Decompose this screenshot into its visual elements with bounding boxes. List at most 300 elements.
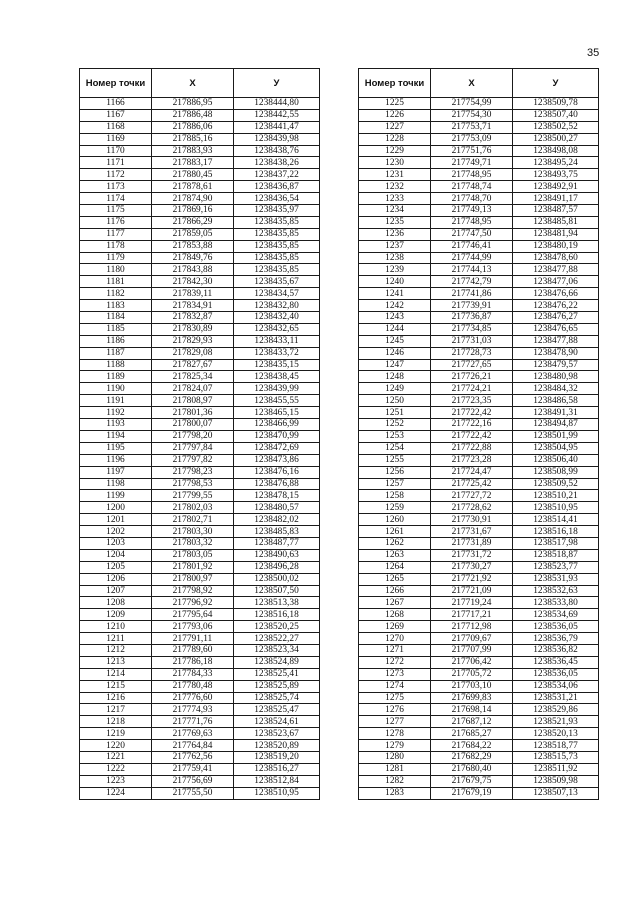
- x-coordinate-cell: 217726,21: [431, 371, 513, 383]
- y-coordinate-cell: 1238480,57: [234, 502, 320, 514]
- table-header-row: [359, 69, 599, 98]
- y-coordinate-cell: 1238498,08: [513, 145, 599, 157]
- point-number-cell: 1270: [359, 633, 431, 645]
- point-number-cell: 1208: [80, 597, 152, 609]
- point-number-cell: 1283: [359, 787, 431, 799]
- x-coordinate-cell: 217797,82: [152, 454, 234, 466]
- y-coordinate-cell: 1238435,85: [234, 240, 320, 252]
- table-row: [80, 454, 320, 466]
- point-number-cell: 1264: [359, 561, 431, 573]
- point-number-cell: 1225: [359, 98, 431, 110]
- x-coordinate-cell: 217762,56: [152, 751, 234, 763]
- table-row: [80, 787, 320, 799]
- table-row: [359, 145, 599, 157]
- point-number-cell: 1179: [80, 252, 152, 264]
- y-coordinate-cell: 1238531,93: [513, 573, 599, 585]
- table-row: [80, 157, 320, 169]
- point-number-cell: 1174: [80, 193, 152, 205]
- table-row: [359, 133, 599, 145]
- table-row: [80, 371, 320, 383]
- x-coordinate-cell: 217849,76: [152, 252, 234, 264]
- y-coordinate-cell: 1238479,57: [513, 359, 599, 371]
- table-row: [80, 537, 320, 549]
- y-coordinate-cell: 1238466,99: [234, 419, 320, 431]
- x-coordinate-cell: 217744,99: [431, 252, 513, 264]
- table-row: [359, 300, 599, 312]
- point-number-cell: 1219: [80, 728, 152, 740]
- point-number-cell: 1259: [359, 502, 431, 514]
- table-row: [359, 264, 599, 276]
- y-coordinate-cell: 1238438,45: [234, 371, 320, 383]
- y-coordinate-cell: 1238438,76: [234, 145, 320, 157]
- y-coordinate-cell: 1238435,85: [234, 252, 320, 264]
- table-header-row: [80, 69, 320, 98]
- x-coordinate-cell: 217734,85: [431, 323, 513, 335]
- point-number-cell: 1207: [80, 585, 152, 597]
- point-number-cell: 1241: [359, 288, 431, 300]
- point-number-cell: 1176: [80, 216, 152, 228]
- point-number-cell: 1189: [80, 371, 152, 383]
- x-coordinate-cell: 217707,99: [431, 644, 513, 656]
- point-number-cell: 1258: [359, 490, 431, 502]
- y-coordinate-cell: 1238436,54: [234, 193, 320, 205]
- table-row: [80, 347, 320, 359]
- y-coordinate-cell: 1238442,55: [234, 109, 320, 121]
- x-coordinate-cell: 217803,05: [152, 549, 234, 561]
- table-row: [80, 573, 320, 585]
- point-number-cell: 1183: [80, 300, 152, 312]
- x-coordinate-cell: 217731,72: [431, 549, 513, 561]
- y-coordinate-cell: 1238435,15: [234, 359, 320, 371]
- y-coordinate-cell: 1238512,84: [234, 775, 320, 787]
- x-coordinate-cell: 217747,50: [431, 228, 513, 240]
- y-coordinate-cell: 1238485,83: [234, 526, 320, 538]
- y-coordinate-cell: 1238487,77: [234, 537, 320, 549]
- y-coordinate-cell: 1238439,98: [234, 133, 320, 145]
- page-number: 35: [587, 47, 600, 59]
- point-number-cell: 1199: [80, 490, 152, 502]
- y-coordinate-cell: 1238508,99: [513, 466, 599, 478]
- x-coordinate-cell: 217722,16: [431, 419, 513, 431]
- point-number-cell: 1273: [359, 668, 431, 680]
- x-coordinate-cell: 217798,23: [152, 466, 234, 478]
- header-x: X: [431, 69, 513, 98]
- x-coordinate-cell: 217795,64: [152, 609, 234, 621]
- y-coordinate-cell: 1238504,95: [513, 442, 599, 454]
- y-coordinate-cell: 1238487,57: [513, 205, 599, 217]
- point-number-cell: 1235: [359, 216, 431, 228]
- table-row: [80, 526, 320, 538]
- x-coordinate-cell: 217748,95: [431, 216, 513, 228]
- y-coordinate-cell: 1238472,69: [234, 442, 320, 454]
- point-number-cell: 1168: [80, 121, 152, 133]
- table-row: [359, 585, 599, 597]
- point-number-cell: 1239: [359, 264, 431, 276]
- y-coordinate-cell: 1238432,80: [234, 300, 320, 312]
- y-coordinate-cell: 1238492,91: [513, 181, 599, 193]
- point-number-cell: 1257: [359, 478, 431, 490]
- table-row: [80, 644, 320, 656]
- x-coordinate-cell: 217832,87: [152, 312, 234, 324]
- table-row: [80, 597, 320, 609]
- x-coordinate-cell: 217853,88: [152, 240, 234, 252]
- y-coordinate-cell: 1238515,73: [513, 751, 599, 763]
- table-row: [359, 775, 599, 787]
- point-number-cell: 1184: [80, 312, 152, 324]
- point-number-cell: 1228: [359, 133, 431, 145]
- x-coordinate-cell: 217769,63: [152, 728, 234, 740]
- x-coordinate-cell: 217687,12: [431, 716, 513, 728]
- y-coordinate-cell: 1238496,28: [234, 561, 320, 573]
- x-coordinate-cell: 217741,86: [431, 288, 513, 300]
- y-coordinate-cell: 1238523,67: [234, 728, 320, 740]
- x-coordinate-cell: 217753,71: [431, 121, 513, 133]
- point-number-cell: 1195: [80, 442, 152, 454]
- y-coordinate-cell: 1238476,66: [513, 288, 599, 300]
- y-coordinate-cell: 1238510,95: [513, 502, 599, 514]
- point-number-cell: 1216: [80, 692, 152, 704]
- x-coordinate-cell: 217793,06: [152, 621, 234, 633]
- x-coordinate-cell: 217699,83: [431, 692, 513, 704]
- table-row: [80, 133, 320, 145]
- point-number-cell: 1204: [80, 549, 152, 561]
- point-number-cell: 1187: [80, 347, 152, 359]
- point-number-cell: 1250: [359, 395, 431, 407]
- point-number-cell: 1227: [359, 121, 431, 133]
- table-row: [359, 347, 599, 359]
- table-row: [359, 335, 599, 347]
- y-coordinate-cell: 1238493,75: [513, 169, 599, 181]
- table-row: [359, 276, 599, 288]
- x-coordinate-cell: 217886,95: [152, 98, 234, 110]
- point-number-cell: 1247: [359, 359, 431, 371]
- table-row: [80, 252, 320, 264]
- x-coordinate-cell: 217739,91: [431, 300, 513, 312]
- y-coordinate-cell: 1238476,88: [234, 478, 320, 490]
- point-number-cell: 1169: [80, 133, 152, 145]
- table-row: [80, 751, 320, 763]
- table-row: [80, 763, 320, 775]
- point-number-cell: 1236: [359, 228, 431, 240]
- point-number-cell: 1170: [80, 145, 152, 157]
- point-number-cell: 1274: [359, 680, 431, 692]
- y-coordinate-cell: 1238435,97: [234, 205, 320, 217]
- x-coordinate-cell: 217774,93: [152, 704, 234, 716]
- point-number-cell: 1255: [359, 454, 431, 466]
- x-coordinate-cell: 217719,24: [431, 597, 513, 609]
- point-number-cell: 1280: [359, 751, 431, 763]
- point-number-cell: 1167: [80, 109, 152, 121]
- x-coordinate-cell: 217780,48: [152, 680, 234, 692]
- y-coordinate-cell: 1238520,13: [513, 728, 599, 740]
- table-row: [359, 490, 599, 502]
- point-number-cell: 1244: [359, 323, 431, 335]
- table-row: [80, 240, 320, 252]
- x-coordinate-cell: 217721,92: [431, 573, 513, 585]
- table-row: [359, 478, 599, 490]
- point-number-cell: 1267: [359, 597, 431, 609]
- table-row: [359, 121, 599, 133]
- y-coordinate-cell: 1238435,85: [234, 264, 320, 276]
- y-coordinate-cell: 1238517,98: [513, 537, 599, 549]
- table-row: [359, 395, 599, 407]
- table-row: [80, 740, 320, 752]
- x-coordinate-cell: 217728,73: [431, 347, 513, 359]
- header-y: У: [234, 69, 320, 98]
- point-number-cell: 1177: [80, 228, 152, 240]
- point-number-cell: 1215: [80, 680, 152, 692]
- x-coordinate-cell: 217798,53: [152, 478, 234, 490]
- table-row: [359, 502, 599, 514]
- table-row: [80, 300, 320, 312]
- x-coordinate-cell: 217754,30: [431, 109, 513, 121]
- x-coordinate-cell: 217801,92: [152, 561, 234, 573]
- x-coordinate-cell: 217730,27: [431, 561, 513, 573]
- y-coordinate-cell: 1238481,94: [513, 228, 599, 240]
- table-row: [359, 323, 599, 335]
- x-coordinate-cell: 217705,72: [431, 668, 513, 680]
- point-number-cell: 1256: [359, 466, 431, 478]
- y-coordinate-cell: 1238523,77: [513, 561, 599, 573]
- x-coordinate-cell: 217682,29: [431, 751, 513, 763]
- table-row: [359, 526, 599, 538]
- x-coordinate-cell: 217749,13: [431, 205, 513, 217]
- x-coordinate-cell: 217703,10: [431, 680, 513, 692]
- table-row: [80, 312, 320, 324]
- point-number-cell: 1209: [80, 609, 152, 621]
- y-coordinate-cell: 1238435,67: [234, 276, 320, 288]
- y-coordinate-cell: 1238478,15: [234, 490, 320, 502]
- table-row: [80, 383, 320, 395]
- y-coordinate-cell: 1238518,87: [513, 549, 599, 561]
- header-point-number: Номер точки: [359, 69, 431, 98]
- point-number-cell: 1243: [359, 312, 431, 324]
- table-row: [359, 157, 599, 169]
- point-number-cell: 1279: [359, 740, 431, 752]
- point-number-cell: 1277: [359, 716, 431, 728]
- table-row: [359, 109, 599, 121]
- table-row: [80, 478, 320, 490]
- y-coordinate-cell: 1238536,05: [513, 668, 599, 680]
- table-row: [80, 407, 320, 419]
- point-number-cell: 1262: [359, 537, 431, 549]
- point-number-cell: 1230: [359, 157, 431, 169]
- x-coordinate-cell: 217786,18: [152, 656, 234, 668]
- x-coordinate-cell: 217731,03: [431, 335, 513, 347]
- table-row: [359, 644, 599, 656]
- y-coordinate-cell: 1238438,26: [234, 157, 320, 169]
- table-row: [80, 561, 320, 573]
- x-coordinate-cell: 217829,08: [152, 347, 234, 359]
- point-number-cell: 1181: [80, 276, 152, 288]
- x-coordinate-cell: 217883,93: [152, 145, 234, 157]
- x-coordinate-cell: 217755,50: [152, 787, 234, 799]
- point-number-cell: 1281: [359, 763, 431, 775]
- point-number-cell: 1197: [80, 466, 152, 478]
- table-row: [359, 383, 599, 395]
- table-row: [80, 98, 320, 110]
- table-row: [359, 312, 599, 324]
- y-coordinate-cell: 1238532,63: [513, 585, 599, 597]
- coordinates-table-right: [358, 68, 599, 800]
- x-coordinate-cell: 217869,16: [152, 205, 234, 217]
- point-number-cell: 1198: [80, 478, 152, 490]
- y-coordinate-cell: 1238476,22: [513, 300, 599, 312]
- point-number-cell: 1242: [359, 300, 431, 312]
- point-number-cell: 1196: [80, 454, 152, 466]
- table-row: [359, 609, 599, 621]
- table-row: [359, 597, 599, 609]
- point-number-cell: 1201: [80, 514, 152, 526]
- table-row: [359, 704, 599, 716]
- point-number-cell: 1268: [359, 609, 431, 621]
- x-coordinate-cell: 217886,48: [152, 109, 234, 121]
- table-row: [80, 442, 320, 454]
- x-coordinate-cell: 217839,11: [152, 288, 234, 300]
- point-number-cell: 1210: [80, 621, 152, 633]
- table-row: [80, 728, 320, 740]
- point-number-cell: 1214: [80, 668, 152, 680]
- header-x: X: [152, 69, 234, 98]
- point-number-cell: 1223: [80, 775, 152, 787]
- table-row: [359, 240, 599, 252]
- point-number-cell: 1248: [359, 371, 431, 383]
- table-row: [359, 288, 599, 300]
- y-coordinate-cell: 1238476,16: [234, 466, 320, 478]
- x-coordinate-cell: 217728,62: [431, 502, 513, 514]
- table-row: [359, 216, 599, 228]
- y-coordinate-cell: 1238525,74: [234, 692, 320, 704]
- point-number-cell: 1205: [80, 561, 152, 573]
- table-row: [359, 621, 599, 633]
- point-number-cell: 1254: [359, 442, 431, 454]
- table-row: [80, 228, 320, 240]
- x-coordinate-cell: 217883,17: [152, 157, 234, 169]
- y-coordinate-cell: 1238524,61: [234, 716, 320, 728]
- table-row: [80, 395, 320, 407]
- x-coordinate-cell: 217824,07: [152, 383, 234, 395]
- x-coordinate-cell: 217842,30: [152, 276, 234, 288]
- table-row: [80, 359, 320, 371]
- y-coordinate-cell: 1238473,86: [234, 454, 320, 466]
- y-coordinate-cell: 1238523,34: [234, 644, 320, 656]
- point-number-cell: 1202: [80, 526, 152, 538]
- table-row: [359, 371, 599, 383]
- y-coordinate-cell: 1238520,89: [234, 740, 320, 752]
- y-coordinate-cell: 1238510,21: [513, 490, 599, 502]
- point-number-cell: 1265: [359, 573, 431, 585]
- x-coordinate-cell: 217749,71: [431, 157, 513, 169]
- point-number-cell: 1237: [359, 240, 431, 252]
- point-number-cell: 1276: [359, 704, 431, 716]
- x-coordinate-cell: 217724,21: [431, 383, 513, 395]
- y-coordinate-cell: 1238516,27: [234, 763, 320, 775]
- table-row: [80, 692, 320, 704]
- x-coordinate-cell: 217754,99: [431, 98, 513, 110]
- table-row: [359, 680, 599, 692]
- point-number-cell: 1266: [359, 585, 431, 597]
- x-coordinate-cell: 217797,84: [152, 442, 234, 454]
- table-row: [359, 763, 599, 775]
- y-coordinate-cell: 1238533,80: [513, 597, 599, 609]
- table-row: [80, 668, 320, 680]
- y-coordinate-cell: 1238435,85: [234, 228, 320, 240]
- x-coordinate-cell: 217742,79: [431, 276, 513, 288]
- coordinates-table-left: [79, 68, 320, 800]
- x-coordinate-cell: 217799,55: [152, 490, 234, 502]
- y-coordinate-cell: 1238480,19: [513, 240, 599, 252]
- x-coordinate-cell: 217885,16: [152, 133, 234, 145]
- y-coordinate-cell: 1238534,06: [513, 680, 599, 692]
- point-number-cell: 1188: [80, 359, 152, 371]
- y-coordinate-cell: 1238513,38: [234, 597, 320, 609]
- y-coordinate-cell: 1238531,21: [513, 692, 599, 704]
- point-number-cell: 1282: [359, 775, 431, 787]
- y-coordinate-cell: 1238514,41: [513, 514, 599, 526]
- y-coordinate-cell: 1238525,47: [234, 704, 320, 716]
- table-row: [359, 419, 599, 431]
- table-row: [359, 98, 599, 110]
- y-coordinate-cell: 1238507,13: [513, 787, 599, 799]
- y-coordinate-cell: 1238478,60: [513, 252, 599, 264]
- x-coordinate-cell: 217679,75: [431, 775, 513, 787]
- x-coordinate-cell: 217830,89: [152, 323, 234, 335]
- y-coordinate-cell: 1238486,58: [513, 395, 599, 407]
- y-coordinate-cell: 1238465,15: [234, 407, 320, 419]
- y-coordinate-cell: 1238477,88: [513, 335, 599, 347]
- point-number-cell: 1182: [80, 288, 152, 300]
- x-coordinate-cell: 217798,20: [152, 430, 234, 442]
- table-row: [80, 205, 320, 217]
- y-coordinate-cell: 1238436,87: [234, 181, 320, 193]
- x-coordinate-cell: 217880,45: [152, 169, 234, 181]
- x-coordinate-cell: 217759,41: [152, 763, 234, 775]
- x-coordinate-cell: 217803,30: [152, 526, 234, 538]
- x-coordinate-cell: 217721,09: [431, 585, 513, 597]
- table-row: [359, 454, 599, 466]
- table-row: [359, 549, 599, 561]
- x-coordinate-cell: 217764,84: [152, 740, 234, 752]
- point-number-cell: 1212: [80, 644, 152, 656]
- point-number-cell: 1232: [359, 181, 431, 193]
- x-coordinate-cell: 217771,76: [152, 716, 234, 728]
- x-coordinate-cell: 217800,97: [152, 573, 234, 585]
- table-row: [359, 573, 599, 585]
- table-row: [359, 181, 599, 193]
- table-row: [80, 775, 320, 787]
- point-number-cell: 1206: [80, 573, 152, 585]
- y-coordinate-cell: 1238529,86: [513, 704, 599, 716]
- x-coordinate-cell: 217709,67: [431, 633, 513, 645]
- x-coordinate-cell: 217698,14: [431, 704, 513, 716]
- x-coordinate-cell: 217730,91: [431, 514, 513, 526]
- y-coordinate-cell: 1238433,11: [234, 335, 320, 347]
- table-row: [359, 359, 599, 371]
- y-coordinate-cell: 1238500,27: [513, 133, 599, 145]
- point-number-cell: 1245: [359, 335, 431, 347]
- table-row: [80, 609, 320, 621]
- y-coordinate-cell: 1238536,05: [513, 621, 599, 633]
- table-row: [359, 787, 599, 799]
- point-number-cell: 1213: [80, 656, 152, 668]
- point-number-cell: 1252: [359, 419, 431, 431]
- x-coordinate-cell: 217731,89: [431, 537, 513, 549]
- point-number-cell: 1261: [359, 526, 431, 538]
- point-number-cell: 1269: [359, 621, 431, 633]
- table-row: [80, 419, 320, 431]
- y-coordinate-cell: 1238506,40: [513, 454, 599, 466]
- point-number-cell: 1186: [80, 335, 152, 347]
